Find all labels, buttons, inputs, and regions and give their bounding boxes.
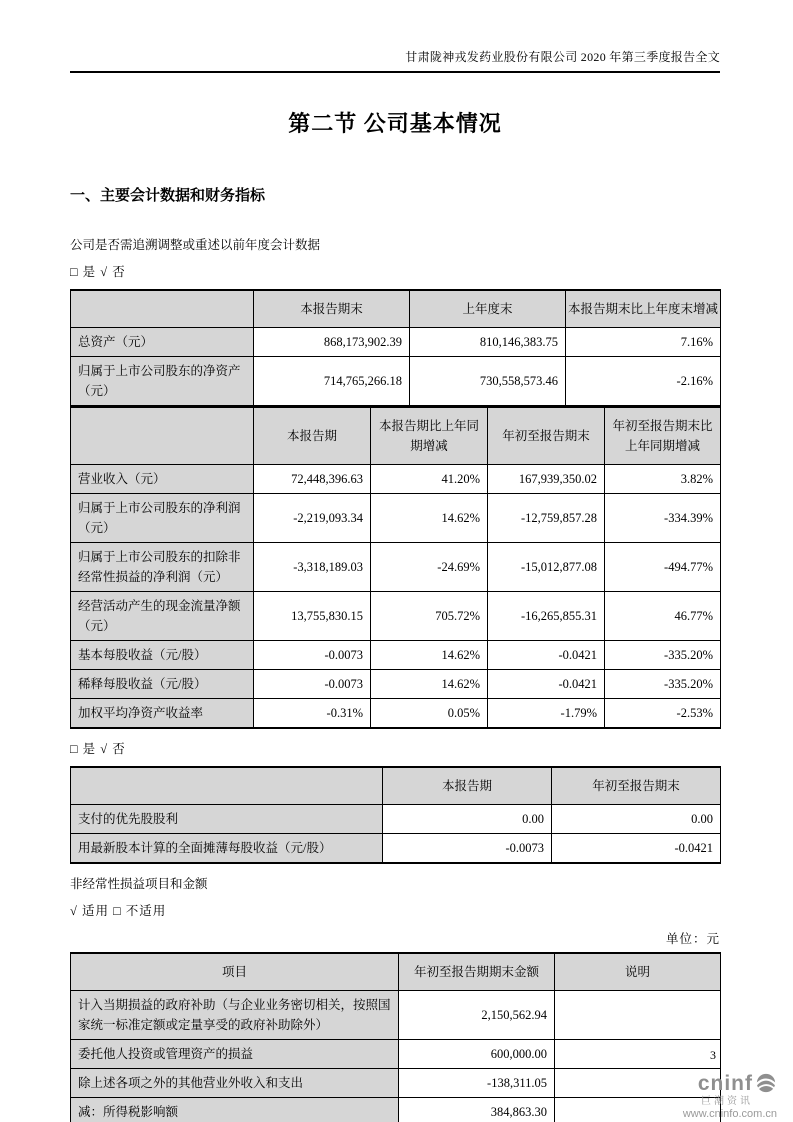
cninfo-brand-text: cninf [697,1071,753,1095]
cell-value: 868,173,902.39 [254,328,410,357]
cell-value: 0.00 [383,805,552,834]
page-number: 3 [710,1048,716,1062]
cell-value [555,1040,721,1069]
table-row [71,670,721,699]
row-label: 支付的优先股股利 [71,805,383,834]
column-header: 本报告期末比上年度末增减 [566,290,721,328]
cell-value [555,991,721,1040]
column-header: 说明 [555,953,721,991]
row-label: 经营活动产生的现金流量净额（元） [71,592,254,641]
table-row [71,465,721,494]
cell-value: -494.77% [605,543,721,592]
table-row [71,328,721,357]
period-ytd-table [70,406,721,729]
non-recurring-title: 非经常性损益项目和金额 [70,877,208,891]
table-header-row [71,290,721,328]
cell-value: -2.16% [566,357,721,406]
cell-value: 600,000.00 [399,1040,555,1069]
column-header: 本报告期末 [254,290,410,328]
cell-value: 41.20% [371,465,488,494]
cell-value: -335.20% [605,641,721,670]
cell-value: 0.05% [371,699,488,729]
cell-value: 384,863.30 [399,1098,555,1122]
table-row [71,641,721,670]
cninfo-url: www.cninfo.com.cn [682,1108,777,1120]
column-header [71,290,254,328]
cell-value: -16,265,855.31 [488,592,605,641]
cell-value: -0.0073 [254,670,371,699]
row-label: 基本每股收益（元/股） [71,641,254,670]
cell-value: 167,939,350.02 [488,465,605,494]
row-label: 除上述各项之外的其他营业外收入和支出 [71,1069,399,1098]
yes-no-choice-1: □ 是 √ 否 [70,265,126,279]
preferred-dividend-table [70,766,721,864]
cell-value: -0.0421 [552,834,721,864]
column-header: 年初至报告期末 [488,407,605,465]
yes-no-choice-2: □ 是 √ 否 [70,742,126,756]
cell-value: 705.72% [371,592,488,641]
cell-value: 46.77% [605,592,721,641]
column-header: 本报告期 [254,407,371,465]
cell-value: 7.16% [566,328,721,357]
cell-value: -0.0421 [488,670,605,699]
table-header-row [71,767,721,805]
cell-value: 3.82% [605,465,721,494]
header-divider [70,71,720,73]
cell-value: 2,150,562.94 [399,991,555,1040]
table-row [71,357,721,406]
row-label: 总资产（元） [71,328,254,357]
applicable-choice: √ 适用 □ 不适用 [70,904,167,918]
cell-value: -138,311.05 [399,1069,555,1098]
table-row [71,1098,721,1122]
column-header: 本报告期 [383,767,552,805]
cell-value: 14.62% [371,670,488,699]
restatement-question: 公司是否需追溯调整或重述以前年度会计数据 [70,238,321,252]
row-label: 用最新股本计算的全面摊薄每股收益（元/股） [71,834,383,864]
row-label: 计入当期损益的政府补助（与企业业务密切相关，按照国家统一标准定额或定量享受的政府补助除外） [71,991,399,1040]
table-row [71,834,721,864]
table-row [71,1040,721,1069]
cell-value: 14.62% [371,641,488,670]
period-end-table [70,289,721,406]
cninfo-chinese-name: 巨潮资讯 [701,1096,753,1107]
cninfo-logo [683,1072,777,1120]
row-label: 营业收入（元） [71,465,254,494]
cell-value: 14.62% [371,494,488,543]
cell-value: -12,759,857.28 [488,494,605,543]
table-row [71,494,721,543]
table-row [71,805,721,834]
cell-value: -1.79% [488,699,605,729]
cell-value: -24.69% [371,543,488,592]
unit-label: 单位：元 [665,932,720,946]
cell-value: 13,755,830.15 [254,592,371,641]
column-header: 上年度末 [410,290,566,328]
row-label: 加权平均净资产收益率 [71,699,254,729]
cell-value: 810,146,383.75 [410,328,566,357]
cell-value: -2.53% [605,699,721,729]
column-header: 项目 [71,953,399,991]
column-header: 年初至报告期期末金额 [399,953,555,991]
cninfo-logo-row [683,1072,777,1094]
cninfo-globe-icon [755,1072,777,1094]
table-row [71,1069,721,1098]
section-heading: 一、主要会计数据和财务指标 [70,188,266,204]
column-header: 年初至报告期末比上年同期增减 [605,407,721,465]
column-header: 年初至报告期末 [552,767,721,805]
cell-value: 714,765,266.18 [254,357,410,406]
table-header-row [71,407,721,465]
cell-value: -3,318,189.03 [254,543,371,592]
table-row [71,543,721,592]
cell-value: -0.0073 [254,641,371,670]
cell-value: -0.0421 [488,641,605,670]
cell-value: -2,219,093.34 [254,494,371,543]
cell-value: -0.31% [254,699,371,729]
row-label: 稀释每股收益（元/股） [71,670,254,699]
cell-value: -335.20% [605,670,721,699]
cell-value: 730,558,573.46 [410,357,566,406]
cell-value: -334.39% [605,494,721,543]
row-label: 减：所得税影响额 [71,1098,399,1122]
cell-value: -0.0073 [383,834,552,864]
row-label: 归属于上市公司股东的扣除非经常性损益的净利润（元） [71,543,254,592]
row-label: 归属于上市公司股东的净资产（元） [71,357,254,406]
page-title: 第二节 公司基本情况 [288,111,502,136]
column-header: 本报告期比上年同期增减 [371,407,488,465]
table-row [71,699,721,729]
column-header [71,767,383,805]
document-header: 甘肃陇神戎发药业股份有限公司 2020 年第三季度报告全文 [405,50,720,64]
table-header-row [71,953,721,991]
row-label: 归属于上市公司股东的净利润（元） [71,494,254,543]
cell-value: 72,448,396.63 [254,465,371,494]
cell-value: 0.00 [552,805,721,834]
cell-value: -15,012,877.08 [488,543,605,592]
table-row [71,592,721,641]
row-label: 委托他人投资或管理资产的损益 [71,1040,399,1069]
non-recurring-items-table [70,952,721,1122]
column-header [71,407,254,465]
table-row [71,991,721,1040]
